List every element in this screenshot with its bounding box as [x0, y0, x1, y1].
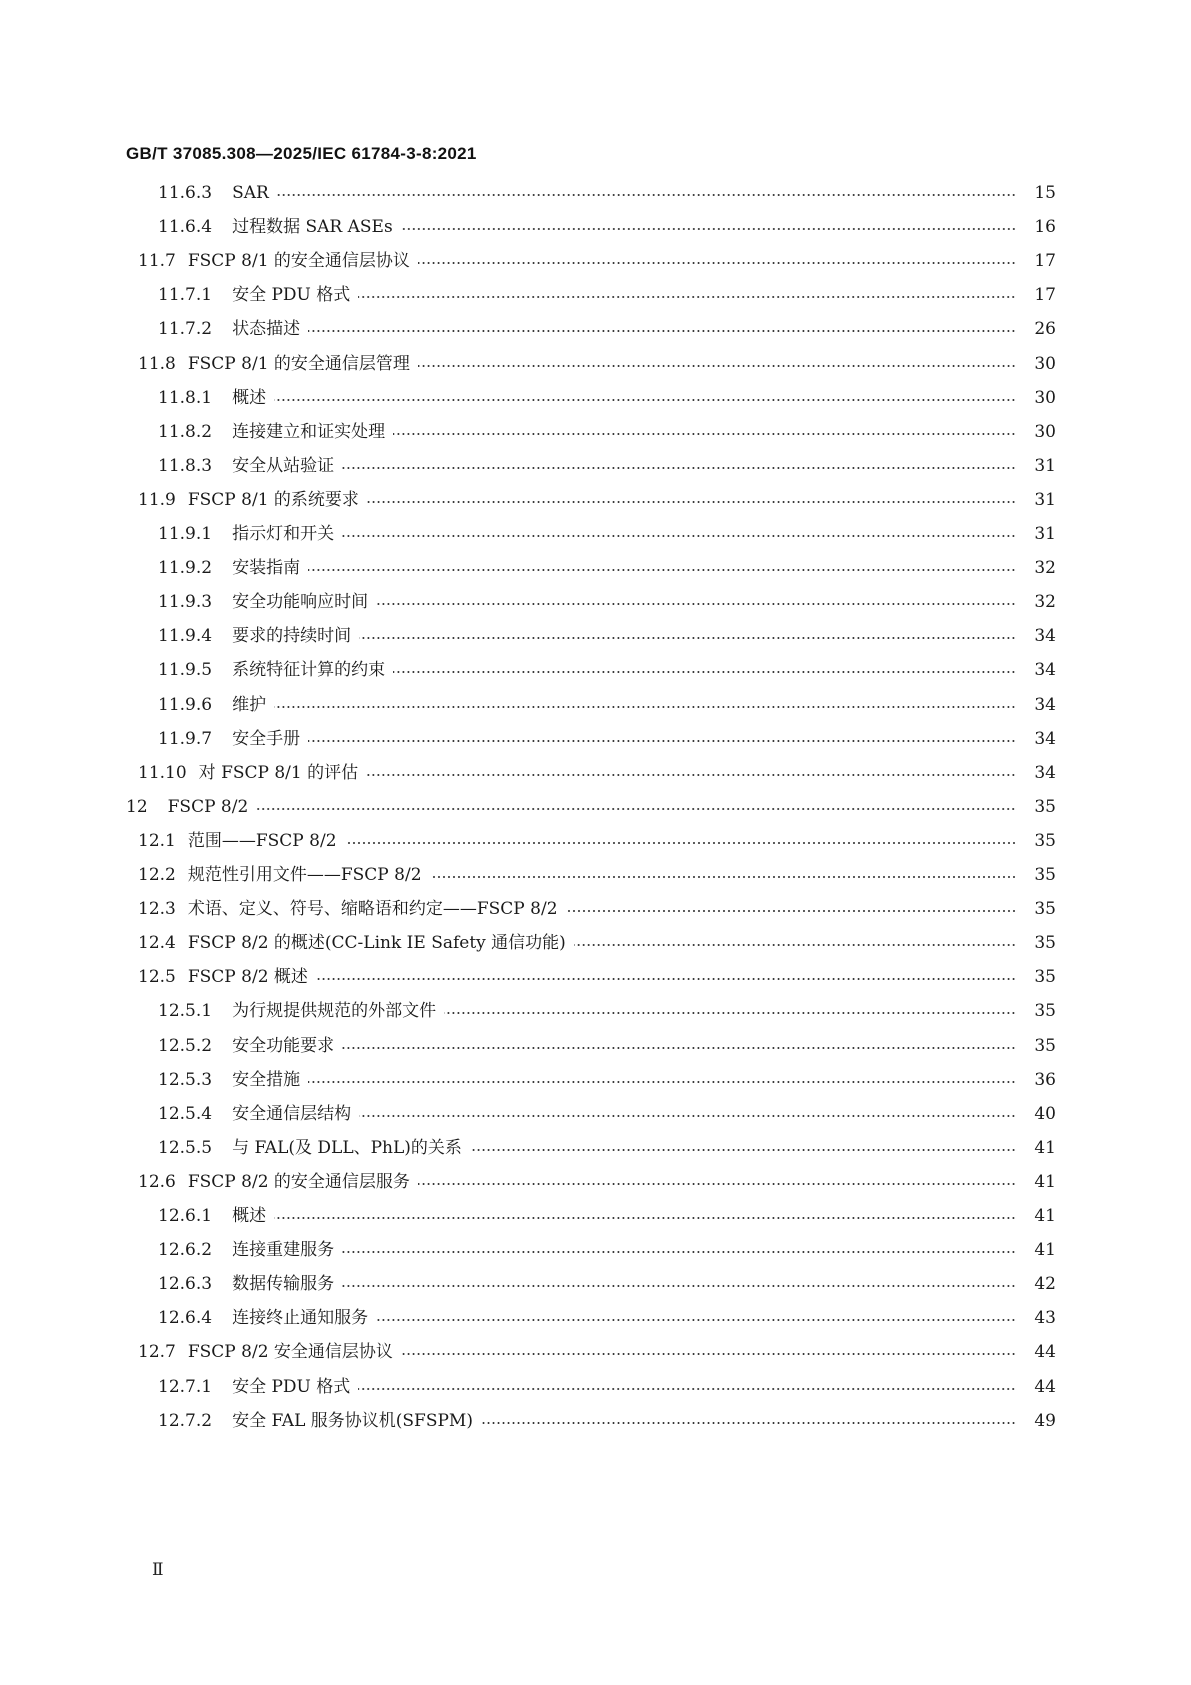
- toc-entry-title: 连接终止通知服务: [232, 1308, 369, 1329]
- toc-entry[interactable]: [126, 1099, 1056, 1129]
- toc-entry[interactable]: [126, 246, 1056, 276]
- toc-entry-number: 12.2: [138, 865, 176, 885]
- toc-entry-title: 术语、定义、符号、缩略语和约定——FSCP 8/2: [187, 899, 558, 920]
- toc-entry-title: 状态描述: [232, 319, 301, 340]
- toc-dot-leader: [316, 978, 1016, 980]
- toc-entry[interactable]: [126, 553, 1056, 583]
- toc-entry[interactable]: [126, 314, 1056, 344]
- toc-entry-title: 安全 FAL 服务协议机(SFSPM): [232, 1410, 473, 1431]
- toc-entry-number: 11.6.4: [158, 217, 213, 238]
- toc-entry[interactable]: [126, 962, 1056, 992]
- toc-entry-title: 安全功能响应时间: [232, 592, 369, 613]
- toc-entry-number: 12.5.5: [158, 1137, 213, 1158]
- toc-entry-number: 11.8.1: [158, 387, 213, 408]
- toc-entry-page: 30: [1034, 387, 1056, 408]
- toc-entry-number: 12.5.4: [158, 1103, 213, 1124]
- toc-dot-leader: [274, 399, 1016, 401]
- toc-entry[interactable]: [126, 826, 1056, 856]
- toc-entry-number: 11.6.3: [158, 183, 213, 203]
- toc-entry[interactable]: [126, 1201, 1056, 1231]
- toc-entry[interactable]: [126, 1269, 1056, 1299]
- toc-dot-leader: [342, 467, 1016, 469]
- toc-entry-title: FSCP 8/2 概述: [187, 967, 308, 988]
- toc-entry[interactable]: [126, 1133, 1056, 1163]
- toc-entry[interactable]: [126, 792, 1056, 822]
- toc-dot-leader: [367, 501, 1016, 503]
- toc-entry-number: 11.9.5: [158, 660, 213, 681]
- toc-entry-page: 35: [1034, 899, 1056, 920]
- toc-entry-page: 34: [1034, 694, 1056, 715]
- toc-dot-leader: [401, 1353, 1016, 1355]
- toc-entry-page: 17: [1034, 285, 1056, 306]
- toc-entry[interactable]: [126, 758, 1056, 788]
- toc-entry-number: 12.4: [138, 933, 176, 954]
- toc-entry-number: 11.9.7: [158, 728, 213, 749]
- toc-entry[interactable]: [126, 996, 1056, 1026]
- toc-entry-title: 要求的持续时间: [232, 626, 352, 647]
- toc-entry-page: 35: [1034, 796, 1056, 817]
- toc-dot-leader: [393, 671, 1016, 673]
- toc-entry-page: 30: [1034, 421, 1056, 442]
- toc-entry[interactable]: [126, 860, 1056, 890]
- toc-entry[interactable]: [126, 655, 1056, 685]
- toc-entry-number: 11.9.2: [158, 558, 213, 579]
- toc-entry[interactable]: [126, 1031, 1056, 1061]
- toc-dot-leader: [418, 1183, 1016, 1185]
- toc-entry-page: 26: [1034, 319, 1056, 340]
- toc-entry[interactable]: [126, 417, 1056, 447]
- toc-entry-number: 12.3: [138, 899, 176, 920]
- toc-entry-number: 12.7: [138, 1342, 176, 1363]
- toc-entry-title: FSCP 8/2: [167, 796, 249, 817]
- toc-entry[interactable]: [126, 1167, 1056, 1197]
- toc-entry-page: 34: [1034, 626, 1056, 647]
- toc-entry-title: 安全措施: [232, 1069, 301, 1090]
- toc-entry-page: 35: [1034, 865, 1056, 885]
- toc-entry-title: 对 FSCP 8/1 的评估: [198, 762, 359, 783]
- toc-entry[interactable]: [126, 621, 1056, 651]
- toc-entry-page: 49: [1034, 1410, 1056, 1431]
- toc-entry-number: 11.9.6: [158, 694, 213, 715]
- toc-dot-leader: [277, 194, 1016, 196]
- toc-entry[interactable]: [126, 1065, 1056, 1095]
- toc-entry-title: 安装指南: [232, 558, 301, 579]
- toc-dot-leader: [376, 603, 1016, 605]
- toc-entry-number: 12.6: [138, 1171, 176, 1192]
- toc-entry-page: 41: [1034, 1137, 1056, 1158]
- toc-entry[interactable]: [126, 1303, 1056, 1333]
- toc-entry-title: 概述: [232, 387, 267, 408]
- toc-entry-number: 12.6.2: [158, 1240, 213, 1261]
- toc-dot-leader: [401, 228, 1016, 230]
- toc-entry-title: 指示灯和开关: [232, 524, 335, 544]
- toc-entry-number: 11.8.3: [158, 455, 213, 476]
- toc-dot-leader: [308, 569, 1016, 571]
- toc-dot-leader: [566, 910, 1016, 912]
- toc-dot-leader: [342, 535, 1016, 537]
- toc-entry[interactable]: [126, 1406, 1056, 1436]
- toc-entry-page: 36: [1034, 1069, 1056, 1090]
- toc-dot-leader: [358, 296, 1016, 298]
- toc-entry[interactable]: [126, 690, 1056, 720]
- toc-entry-number: 12.5: [138, 967, 176, 988]
- page-number: Ⅱ: [152, 1560, 164, 1580]
- toc-dot-leader: [256, 808, 1016, 810]
- toc-entry-number: 12.1: [138, 830, 176, 851]
- toc-entry-title: FSCP 8/1 的安全通信层协议: [187, 251, 410, 272]
- toc-entry-page: 31: [1034, 455, 1056, 476]
- toc-entry-title: 安全 PDU 格式: [232, 1376, 351, 1397]
- toc-entry-page: 44: [1034, 1376, 1056, 1397]
- toc-entry-number: 11.9: [138, 489, 176, 510]
- toc-dot-leader: [393, 433, 1016, 435]
- toc-entry-page: 35: [1034, 933, 1056, 954]
- toc-entry-number: 12.5.2: [158, 1035, 213, 1056]
- toc-entry[interactable]: [126, 451, 1056, 481]
- toc-entry[interactable]: [126, 349, 1056, 379]
- toc-entry-number: 11.8.2: [158, 421, 213, 442]
- toc-entry-number: 11.7.1: [158, 285, 213, 306]
- toc-dot-leader: [430, 876, 1016, 878]
- toc-entry-page: 30: [1034, 353, 1056, 374]
- toc-entry-title: 范围——FSCP 8/2: [187, 830, 337, 851]
- toc-entry-page: 41: [1034, 1171, 1056, 1192]
- toc-entry-page: 43: [1034, 1308, 1056, 1329]
- toc-entry[interactable]: [126, 1372, 1056, 1402]
- toc-entry-title: FSCP 8/1 的系统要求: [187, 489, 359, 510]
- toc-dot-leader: [418, 262, 1016, 264]
- toc-entry-page: 16: [1034, 217, 1056, 238]
- toc-entry[interactable]: [126, 485, 1056, 515]
- toc-entry-title: 过程数据 SAR ASEs: [232, 217, 393, 238]
- toc-entry-number: 11.9.4: [158, 626, 213, 647]
- toc-entry[interactable]: [126, 519, 1056, 549]
- toc-entry-title: 安全功能要求: [232, 1035, 335, 1056]
- toc-entry-title: 连接建立和证实处理: [232, 421, 386, 442]
- toc-entry-title: 系统特征计算的约束: [232, 660, 386, 681]
- toc-entry-page: 34: [1034, 762, 1056, 783]
- toc-entry-title: 数据传输服务: [232, 1274, 335, 1295]
- toc-entry-title: FSCP 8/2 的安全通信层服务: [187, 1171, 410, 1192]
- toc-dot-leader: [342, 1047, 1016, 1049]
- toc-entry-number: 12.6.1: [158, 1206, 213, 1226]
- toc-entry-number: 11.9.3: [158, 592, 213, 613]
- toc-entry-page: 44: [1034, 1342, 1056, 1363]
- toc-entry[interactable]: [126, 724, 1056, 754]
- toc-dot-leader: [358, 1388, 1016, 1390]
- toc-entry-number: 12.7.1: [158, 1376, 213, 1397]
- toc-dot-leader: [274, 1217, 1016, 1219]
- toc-entry-number: 12.7.2: [158, 1410, 213, 1431]
- toc-dot-leader: [308, 740, 1016, 742]
- toc-entry-title: 概述: [232, 1206, 267, 1226]
- toc-dot-leader: [274, 706, 1016, 708]
- toc-entry[interactable]: [126, 280, 1056, 310]
- toc-entry-title: 安全手册: [232, 728, 301, 749]
- toc-dot-leader: [470, 1149, 1016, 1151]
- toc-entry-title: FSCP 8/2 安全通信层协议: [187, 1342, 393, 1363]
- toc-entry-number: 12.6.3: [158, 1274, 213, 1295]
- toc-entry-page: 31: [1034, 489, 1056, 510]
- toc-entry[interactable]: [126, 894, 1056, 924]
- toc-dot-leader: [366, 774, 1016, 776]
- toc-entry-page: 31: [1034, 524, 1056, 544]
- toc-entry-page: 17: [1034, 251, 1056, 272]
- toc-entry[interactable]: [126, 212, 1056, 242]
- toc-entry[interactable]: [126, 383, 1056, 413]
- toc-entry-number: 11.7.2: [158, 319, 213, 340]
- toc-entry[interactable]: [126, 587, 1056, 617]
- toc-entry[interactable]: [126, 928, 1056, 958]
- toc-dot-leader: [308, 1081, 1016, 1083]
- toc-entry-title: 规范性引用文件——FSCP 8/2: [187, 865, 422, 885]
- toc-entry-page: 35: [1034, 1001, 1056, 1022]
- toc-entry-page: 35: [1034, 1035, 1056, 1056]
- toc-entry-page: 40: [1034, 1103, 1056, 1124]
- toc-entry-number: 11.7: [138, 251, 176, 272]
- toc-dot-leader: [342, 1285, 1016, 1287]
- toc-entry-title: 安全从站验证: [232, 455, 335, 476]
- toc-entry-title: 与 FAL(及 DLL、PhL)的关系: [232, 1137, 462, 1158]
- toc-entry-page: 32: [1034, 592, 1056, 613]
- toc-entry-title: 连接重建服务: [232, 1240, 335, 1261]
- toc-entry-page: 15: [1034, 183, 1056, 203]
- toc-entry-number: 11.10: [138, 762, 187, 783]
- toc-dot-leader: [376, 1319, 1016, 1321]
- toc-entry-page: 42: [1034, 1274, 1056, 1295]
- toc-dot-leader: [342, 1251, 1016, 1253]
- toc-dot-leader: [481, 1422, 1016, 1424]
- toc-entry-number: 11.8: [138, 353, 176, 374]
- toc-dot-leader: [574, 944, 1016, 946]
- toc-entry-number: 11.9.1: [158, 524, 213, 544]
- toc-dot-leader: [359, 637, 1016, 639]
- toc-entry-page: 34: [1034, 660, 1056, 681]
- toc-entry-title: 为行规提供规范的外部文件: [232, 1001, 437, 1022]
- toc-entry-number: 12.5.1: [158, 1001, 213, 1022]
- toc-entry-page: 34: [1034, 728, 1056, 749]
- toc-entry-page: 35: [1034, 830, 1056, 851]
- toc-entry[interactable]: [126, 1235, 1056, 1265]
- toc-entry[interactable]: [126, 1337, 1056, 1367]
- toc-entry-page: 32: [1034, 558, 1056, 579]
- toc-entry-page: 41: [1034, 1206, 1056, 1226]
- toc-entry-title: FSCP 8/1 的安全通信层管理: [187, 353, 410, 374]
- toc-entry-page: 41: [1034, 1240, 1056, 1261]
- toc-dot-leader: [444, 1012, 1016, 1014]
- toc-entry-title: FSCP 8/2 的概述(CC-Link IE Safety 通信功能): [187, 933, 566, 954]
- toc-entry-number: 12.5.3: [158, 1069, 213, 1090]
- toc-dot-leader: [345, 842, 1016, 844]
- standard-header: GB/T 37085.308—2025/IEC 61784-3-8:2021: [126, 144, 477, 163]
- toc-entry-title: SAR: [232, 183, 269, 203]
- toc-entry-title: 安全通信层结构: [232, 1103, 352, 1124]
- toc-entry-number: 12: [126, 796, 148, 817]
- toc-dot-leader: [308, 330, 1016, 332]
- toc-entry-page: 35: [1034, 967, 1056, 988]
- toc-entry[interactable]: [126, 178, 1056, 208]
- toc-entry-number: 12.6.4: [158, 1308, 213, 1329]
- toc-entry-title: 安全 PDU 格式: [232, 285, 351, 306]
- toc-dot-leader: [418, 365, 1016, 367]
- toc-entry-title: 维护: [232, 694, 267, 715]
- toc-dot-leader: [359, 1115, 1016, 1117]
